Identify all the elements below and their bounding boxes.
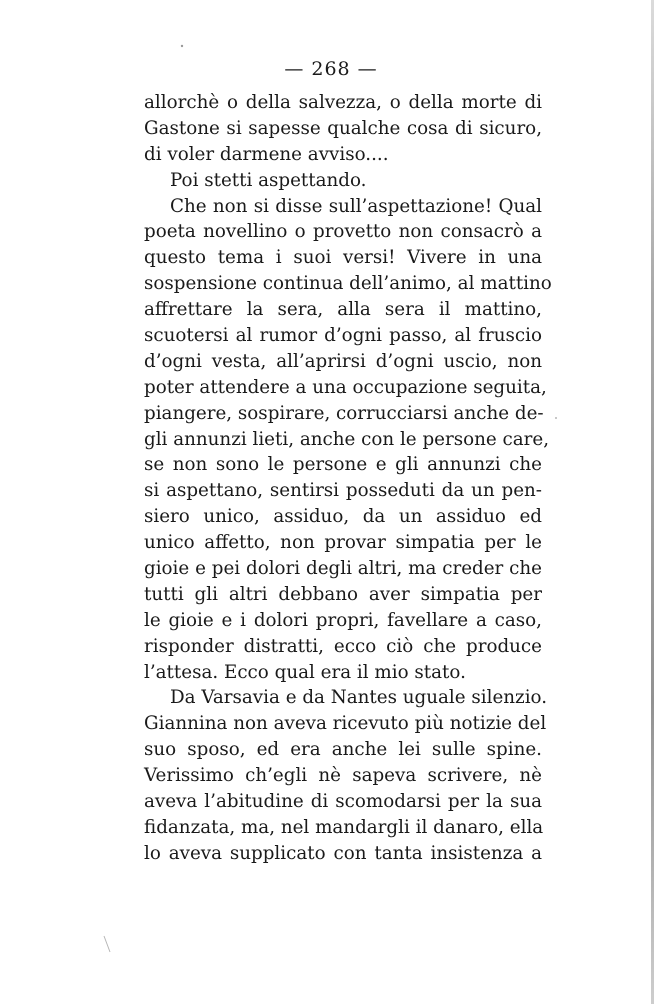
text-line: allorchè o della salvezza, o della morte di [144,92,542,113]
text-line: unico affetto, non provar simpatia per le [144,532,542,554]
text-line: piangere, sospirare, corrucciarsi anche de- [144,402,544,424]
text-line: di voler darmene avviso.... [144,143,389,165]
page-edge-shadow [651,0,654,1004]
text-line: si aspettano, sentirsi posseduti da un pen- [144,480,542,502]
text-line: Giannina non aveva ricevuto più notizie del [144,713,547,735]
text-line: poter attendere a una occupazione seguita, [144,376,547,398]
text-line: se non sono le persone e gli annunzi che [144,454,542,476]
text-line: gli annunzi lieti, anche con le persone care, [144,428,549,450]
text-line: le gioie e i dolori propri, favellare a caso, [144,609,542,631]
text-line: l’attesa. Ecco qual era il mio stato. [144,661,466,683]
text-line: poeta novellino o provetto non consacrò a [144,221,542,243]
text-line: risponder distratti, ecco ciò che produce [144,635,542,657]
paper-speck [555,417,557,419]
paragraph-start: Da Varsavia e da Nantes uguale silenzio. [170,687,548,709]
paper-speck [181,45,183,47]
text-line: gioie e pei dolori degli altri, ma creder che [144,558,542,580]
text-line: aveva l’abitudine di scomodarsi per la sua [144,791,542,813]
text-line: questo tema i suoi versi! Vivere in una [144,247,542,269]
text-line: siero unico, assiduo, da un assiduo ed [144,506,542,528]
page-number: — 268 — [284,58,378,80]
text-line: suo sposo, ed era anche lei sulle spine. [144,739,542,761]
text-line: sospensione continua dell’animo, al mattino [144,273,552,295]
text-line: lo aveva supplicato con tanta insistenza a [144,842,542,864]
text-line: fidanzata, ma, nel mandargli il danaro, ella [144,816,544,838]
body-text [144,90,552,867]
paragraph-start: Che non si disse sull’aspettazione! Qual [170,195,542,217]
text-line: Gastone si sapesse qualche cosa di sicuro, [144,117,542,139]
text-line: tutti gli altri debbano aver simpatia per [144,583,542,605]
text-line: affrettare la sera, alla sera il mattino, [144,299,542,321]
text-line: Verissimo ch’egli nè sapeva scrivere, nè [144,765,542,787]
paper-scratch [104,936,110,952]
text-line: scuotersi al rumor d’ogni passo, al fruscio [144,325,542,347]
text-line: d’ogni vesta, all’aprirsi d’ogni uscio, non [144,350,542,372]
paragraph-start: Poi stetti aspettando. [170,169,367,191]
